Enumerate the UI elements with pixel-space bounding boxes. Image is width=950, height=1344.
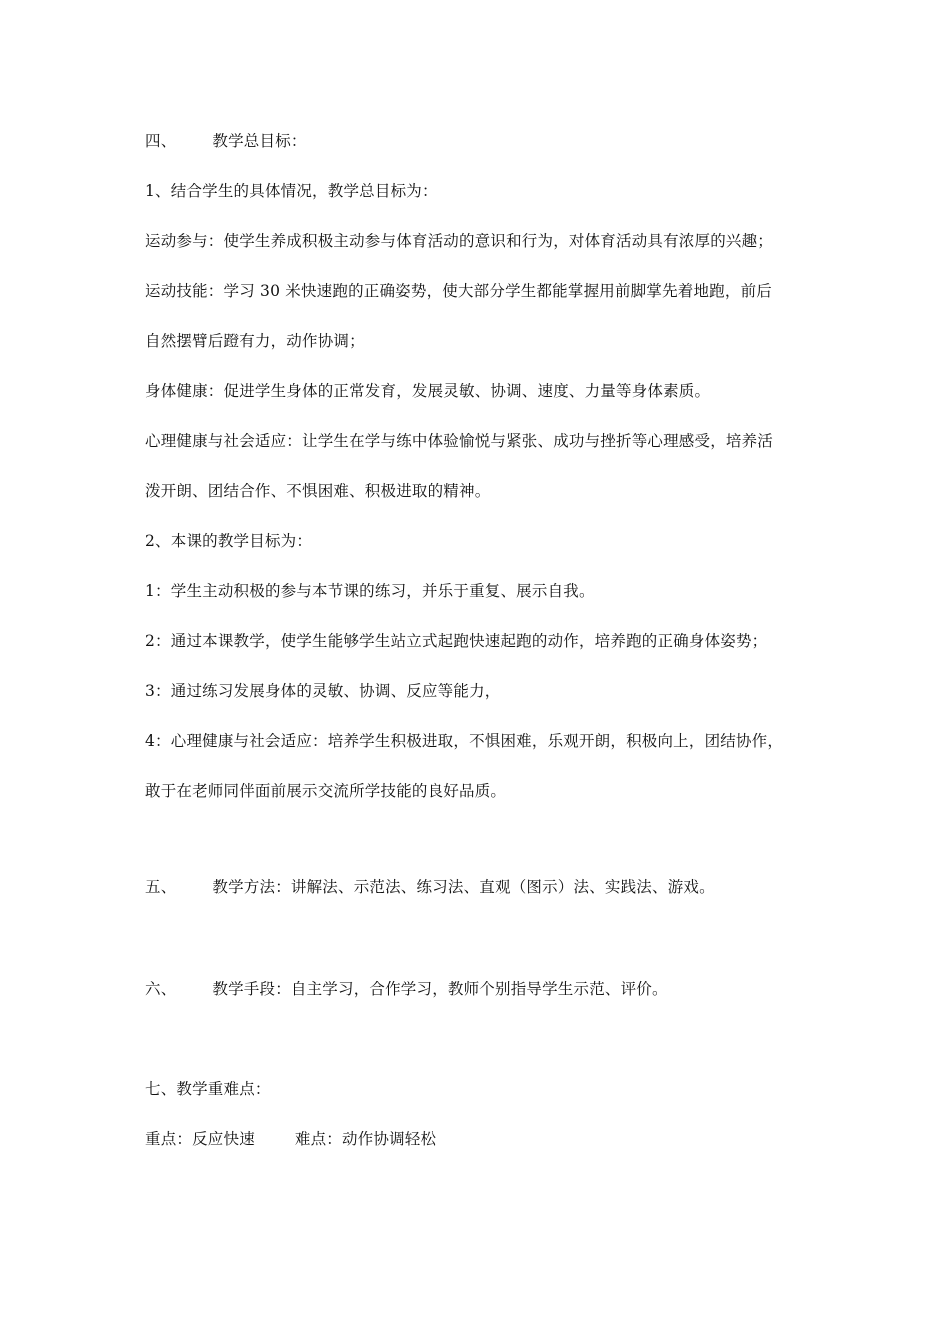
key-points-row <box>145 1128 436 1150</box>
section-goals-heading <box>145 130 307 152</box>
goals-item-mental: 心理健康与社会适应：让学生在学与练中体验愉悦与紧张、成功与挫折等心理感受，培养活 <box>145 432 774 450</box>
goals-part1-heading: 1、结合学生的具体情况，教学总目标为： <box>145 182 438 200</box>
goals-item-health: 身体健康：促进学生身体的正常发育，发展灵敏、协调、速度、力量等身体素质。 <box>145 382 711 400</box>
lesson-goal-4: 4：心理健康与社会适应：培养学生积极进取，不惧困难，乐观开朗，积极向上，团结协作， <box>145 732 784 750</box>
section-methods <box>145 876 715 898</box>
means-text: 教学手段：自主学习，合作学习，教师个别指导学生示范、评价。 <box>212 980 668 998</box>
section-means <box>145 978 668 1000</box>
difficulty-point: 难点：动作协调轻松 <box>294 1130 437 1148</box>
goals-item-skills: 运动技能：学习 30 米快速跑的正确姿势，使大部分学生都能掌握用前脚掌先着地跑，前后 <box>145 282 772 300</box>
lesson-goal-2: 2：通过本课教学，使学生能够学生站立式起跑快速起跑的动作，培养跑的正确身体姿势； <box>145 632 768 650</box>
lesson-goal-4-cont: 敢于在老师同伴面前展示交流所学技能的良好品质。 <box>145 782 507 800</box>
lesson-goal-3: 3：通过练习发展身体的灵敏、协调、反应等能力， <box>145 682 501 700</box>
goals-item-skills-cont: 自然摆臂后蹬有力，动作协调； <box>145 332 365 350</box>
section-number: 五、 <box>145 878 177 896</box>
goals-part2-heading: 2、本课的教学目标为： <box>145 532 313 550</box>
section-title: 教学总目标： <box>212 132 307 150</box>
section-key-points-heading: 七、教学重难点： <box>145 1080 271 1098</box>
goals-item-participation: 运动参与：使学生养成积极主动参与体育活动的意识和行为，对体育活动具有浓厚的兴趣； <box>145 232 774 250</box>
section-number: 六、 <box>145 980 177 998</box>
section-number: 四、 <box>145 132 177 150</box>
methods-text: 教学方法：讲解法、示范法、练习法、直观（图示）法、实践法、游戏。 <box>212 878 715 896</box>
lesson-goal-1: 1：学生主动积极的参与本节课的练习，并乐于重复、展示自我。 <box>145 582 595 600</box>
goals-item-mental-cont: 泼开朗、团结合作、不惧困难、积极进取的精神。 <box>145 482 491 500</box>
focus-point: 重点：反应快速 <box>145 1130 255 1148</box>
